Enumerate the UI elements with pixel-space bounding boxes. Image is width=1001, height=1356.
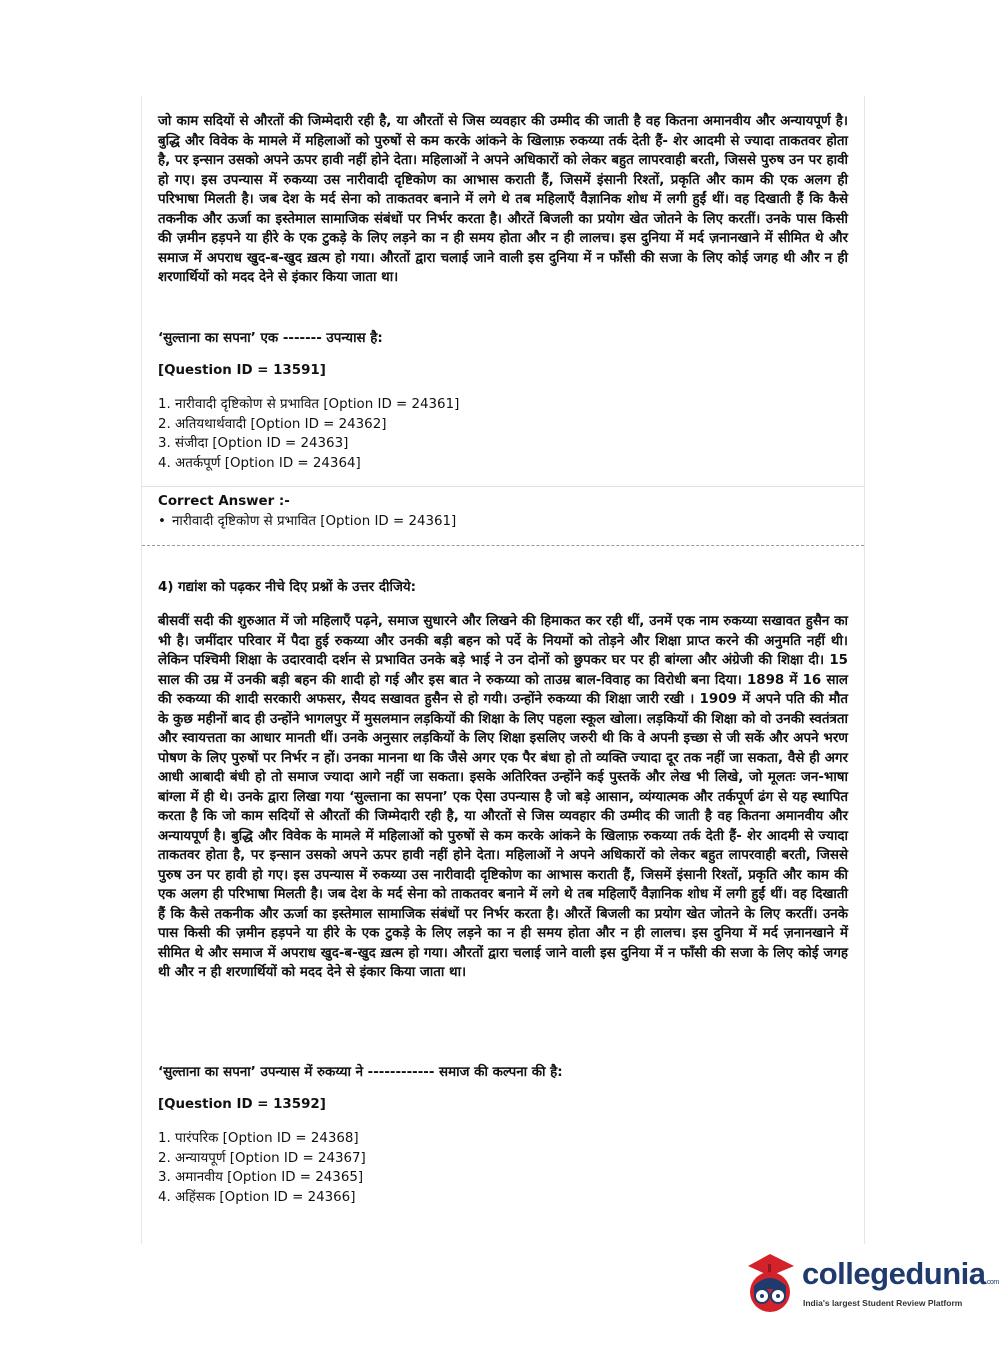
correct-answer-text: नारीवादी दृष्टिकोण से प्रभावित [Option ID = 24361] <box>172 514 457 529</box>
mascot-icon <box>740 1250 800 1320</box>
logo-tagline: India's largest Student Review Platform <box>803 1298 963 1308</box>
bullet-icon: • <box>158 514 166 529</box>
divider <box>142 486 864 487</box>
correct-answer-item <box>158 511 848 529</box>
option-item: 2. अतियथार्थवादी [Option ID = 24362] <box>158 416 387 432</box>
logo-wordmark: collegedunia.com <box>802 1256 999 1291</box>
question-id: [Question ID = 13592] <box>158 1097 326 1112</box>
question-text: ‘सुल्ताना का सपना’ एक ------- उपन्यास है: <box>158 331 383 346</box>
option-item: 4. अहिंसक [Option ID = 24366] <box>158 1189 356 1205</box>
question-id: [Question ID = 13591] <box>158 363 326 378</box>
section-heading: 4) गद्यांश को पढ़कर नीचे दिए प्रश्नों के उत्तर दीजिये: <box>158 580 416 595</box>
document-page <box>141 96 865 1244</box>
option-item: 3. अमानवीय [Option ID = 24365] <box>158 1170 364 1185</box>
passage: बीसवीं सदी की शुरुआत में जो महिलाएँ पढ़ने, समाज सुधारने और लिखने की हिमाकत कर रही थीं, उनमें एक नाम रुकय्या सखावत हुसैन का भी है। जमींदार परिवार में पैदा हुई रुकय्या और उनकी बड़ी बहन को पर्दे के नियमों को तोड़ने और शिक्षा प्राप्त करने की अनुमति नहीं थी। लेकिन पश्चिमी शिक्षा के उदारवादी दर्शन से प्रभावित उनके बड़े भाई ने उन दोनों को छुपकर घर पर ही बांग्ला और अंग्रेजी की शिक्षा दी। 15 साल की उम्र में उनकी बड़ी बहन की शादी हो गई और इस बात ने रुकय्या को ताउम्र बाल-विवाह का विरोधी बना दिया। 1898 में 16 साल की रुकय्या की शादी सरकारी अफसर, सैयद सखावत हुसैन से हो गयी। उन्होंने रुकय्या की शिक्षा जारी रखी । 1909 में अपने पति की मौत के कुछ महीनों बाद ही उन्होंने भागलपुर में मुसलमान लड़कियों की शिक्षा के लिए पहला स्कूल खोला। लड़कियों की शिक्षा को वो उनकी स्वतंत्रता और स्वायत्तता का आधार मानती थीं। उनके अनुसार लड़कियों के लिए शिक्षा इसलिए जरुरी थी कि वे अपनी इच्छा से जी सकें और अपने भरण पोषण के लिए पुरुषों पर निर्भर न हों। उनका मानना था कि जैसे अगर एक पैर बंधा हो तो व्यक्ति ज्यादा दूर तक नहीं जा सकता, वैसे ही अगर आधी आबादी बंधी हो तो समाज ज्यादा आगे नहीं जा सकता। इसके अतिरिक्त उन्होंने कई पुस्तकें और लेख भी लिखे, जो मूलतः जन-भाषा बांग्ला में ही थे। उनके द्वारा लिखा गया ‘सुल्ताना का सपना’ एक ऐसा उपन्यास है जो बड़े आसान, व्यंग्यात्मक और तर्कपूर्ण ढंग से यह स्थापित करता है कि जो काम सदियों से औरतों की जिम्मेदारी रही है, या औरतों से जिस व्यवहार की उम्मीद की जाती है वह कितना अमानवीय और अन्यायपूर्ण है। बुद्धि और विवेक के मामले में महिलाओं को पुरुषों से कम करके आंकने के खिलाफ़ रुकय्या तर्क देती हैं- शेर आदमी से ज्यादा ताकतवर होता है, पर इन्सान उसको अपने ऊपर हावी नहीं होने देता। महिलाओं ने अपने अधिकारों को लेकर बहुत लापरवाही बरती, जिससे पुरुष उन पर हावी हो गए। इस उपन्यास में रुकय्या उस नारीवादी दृष्टिकोण का आभास कराती हैं, जिसमें इंसानी रिश्तों, प्रकृति और काम की एक अलग ही परिभाषा मिलती है। जब देश के मर्द सेना को ताकतवर बनाने में लगे थे तब महिलाएँ वैज्ञानिक शोध में लगी हुईं थीं। वह दिखाती हैं कि कैसे तकनीक और ऊर्जा का इस्तेमाल सामाजिक संबंधों पर निर्भर करता है। औरतें बिजली का प्रयोग खेत जोतने के लिए करतीं। उनके पास किसी की ज़मीन हड़पने या हीरे के एक टुकड़े के लिए लड़ने का न ही समय होता और न ही लालच। इस दुनिया में मर्द ज़नानखाने में सीमित थे और समाज में अपराध खुद-ब-खुद ख़त्म हो गया। औरतों द्वारा चलाई जाने वाली इस दुनिया में न फाँसी की सजा के लिए कोई जगह थी और न ही शरणार्थियों को मदद देने से इंकार किया जाता था। <box>158 614 848 980</box>
option-item: 4. अतर्कपूर्ण [Option ID = 24364] <box>158 455 361 471</box>
option-item: 1. नारीवादी दृष्टिकोण से प्रभावित [Option ID = 24361] <box>158 397 460 412</box>
options-list <box>158 1129 848 1207</box>
correct-answer-block <box>158 494 848 529</box>
option-item: 2. अन्यायपूर्ण [Option ID = 24367] <box>158 1150 366 1166</box>
question-text: ‘सुल्ताना का सपना’ उपन्यास में रुकय्या ने ------------ समाज की कल्पना की है: <box>158 1065 563 1080</box>
option-item: 1. पारंपरिक [Option ID = 24368] <box>158 1131 359 1146</box>
correct-answer-label: Correct Answer :- <box>158 494 290 509</box>
passage-continued: जो काम सदियों से औरतों की जिम्मेदारी रही है, या औरतों से जिस व्यवहार की उम्मीद की जाती है वह कितना अमानवीय और अन्यायपूर्ण है। बुद्धि और विवेक के मामले में महिलाओं को पुरुषों से कम करके आंकने के खिलाफ़ रुकय्या तर्क देती हैं- शेर आदमी से ज्यादा ताकतवर होता है, पर इन्सान उसको अपने ऊपर हावी नहीं होने देता। महिलाओं ने अपने अधिकारों को लेकर बहुत लापरवाही बरती, जिससे पुरुष उन पर हावी हो गए। इस उपन्यास में रुकय्या उस नारीवादी दृष्टिकोण का आभास कराती हैं, जिसमें इंसानी रिश्तों, प्रकृति और काम की एक अलग ही परिभाषा मिलती है। जब देश के मर्द सेना को ताकतवर बनाने में लगे थे तब महिलाएँ वैज्ञानिक शोध में लगी हुईं थीं। वह दिखाती हैं कि कैसे तकनीक और ऊर्जा का इस्तेमाल सामाजिक संबंधों पर निर्भर करता है। औरतें बिजली का प्रयोग खेत जोतने के लिए करतीं। उनके पास किसी की ज़मीन हड़पने या हीरे के एक टुकड़े के लिए लड़ने का न ही समय होता और न ही लालच। इस दुनिया में मर्द ज़नानखाने में सीमित थे और समाज में अपराध खुद-ब-खुद ख़त्म हो गया। औरतों द्वारा चलाई जाने वाली इस दुनिया में न फाँसी की सजा के लिए कोई जगह थी और न ही शरणार्थियों को मदद देने से इंकार किया जाता था। <box>158 114 848 285</box>
options-list <box>158 395 848 473</box>
section-divider <box>142 545 864 546</box>
option-item: 3. संजीदा [Option ID = 24363] <box>158 436 349 451</box>
collegedunia-logo[interactable] <box>740 1250 999 1320</box>
